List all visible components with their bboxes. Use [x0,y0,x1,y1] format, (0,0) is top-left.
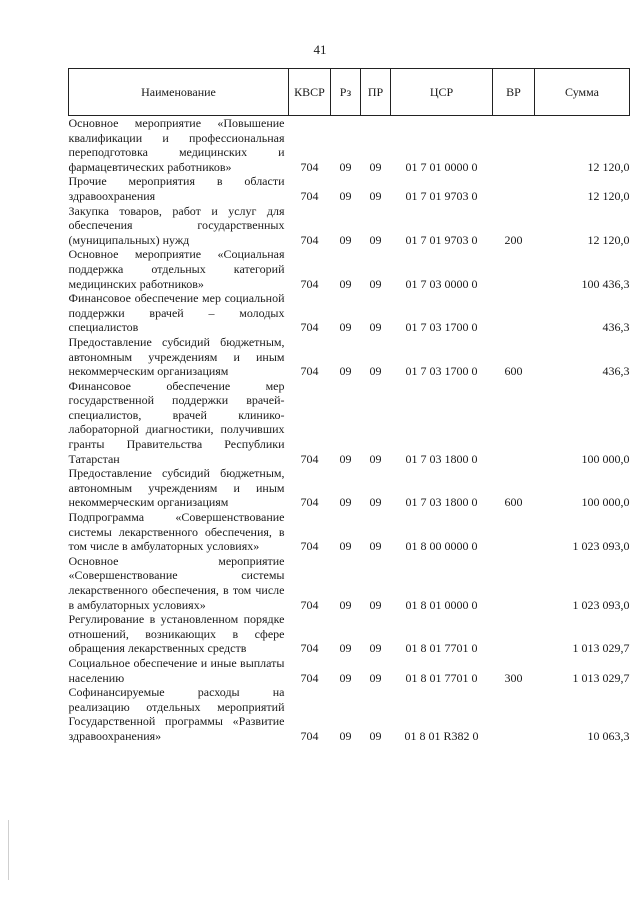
row-sum-cell: 436,3 [602,320,630,335]
table-body [69,116,630,744]
row-rz-cell: 09 [339,232,352,247]
table-row [69,335,630,379]
row-kvsr-cell: 704 [300,276,319,291]
row-kvsr-cell: 704 [300,232,319,247]
row-kvsr-cell: 704 [300,641,319,656]
row-vr-cell [493,554,535,612]
row-sum-cell: 1 013 029,7 [572,641,630,656]
table-row [69,554,630,612]
row-pr-cell: 09 [369,451,382,466]
scan-margin-mark [8,820,9,880]
row-pr-cell: 09 [369,232,382,247]
row-csr-cell: 01 8 01 R382 0 [404,728,479,743]
row-pr-cell: 09 [369,364,382,379]
row-rz-cell: 09 [339,670,352,685]
table-row [69,510,630,554]
row-vr-cell [493,247,535,291]
row-vr-cell [493,291,535,335]
table-row [69,379,630,467]
row-sum-cell: 100 000,0 [581,451,630,466]
row-rz-cell: 09 [339,276,352,291]
row-csr-cell: 01 8 00 0000 0 [405,539,478,554]
row-name-cell: Прочие мероприятия в области здравоохранения [68,174,285,203]
row-kvsr-cell: 704 [300,451,319,466]
row-name-cell: Финансовое обеспечение мер социальной поддержки врачей – молодых специалистов [68,291,285,335]
row-rz-cell: 09 [339,320,352,335]
header-rz: Рз [331,69,361,116]
row-vr-cell [493,174,535,203]
row-kvsr-cell: 704 [300,364,319,379]
row-csr-cell: 01 8 01 7701 0 [405,670,478,685]
row-vr-cell [493,510,535,554]
row-name-cell: Социальное обеспечение и иные выплаты населению [68,655,285,685]
row-kvsr-cell: 704 [300,539,319,554]
row-pr-cell: 09 [369,597,382,612]
row-vr-cell: 600 [504,364,523,379]
row-csr-cell: 01 7 01 0000 0 [405,159,478,174]
row-csr-cell: 01 7 01 9703 0 [405,188,478,203]
table-row [69,656,630,685]
row-rz-cell: 09 [339,159,352,174]
table-header [69,69,630,116]
row-csr-cell: 01 7 03 1800 0 [405,495,478,510]
table-row [69,204,630,248]
row-sum-cell: 436,3 [602,364,630,379]
table-row [69,291,630,335]
row-name-cell: Софинансируемые расходы на реализацию отдельных мероприятий Государственной программы «Развитие здравоохранения» [68,685,285,743]
row-kvsr-cell: 704 [300,320,319,335]
row-kvsr-cell: 704 [300,670,319,685]
header-sum: Сумма [535,69,630,116]
row-rz-cell: 09 [339,597,352,612]
budget-table [68,68,630,744]
row-sum-cell: 10 063,3 [587,728,630,743]
row-kvsr-cell: 704 [300,597,319,612]
row-name-cell: Подпрограмма «Совершенствование системы лекарственного обеспечения, в том числе в амбулаторных условиях» [68,510,285,554]
row-vr-cell [493,612,535,656]
row-rz-cell: 09 [339,188,352,203]
row-pr-cell: 09 [369,539,382,554]
row-name-cell: Основное мероприятие «Повышение квалификации и профессиональная переподготовка медицинских и фармацевтических работников» [68,116,285,174]
table-row [69,685,630,743]
row-name-cell: Основное мероприятие «Социальная поддержка отдельных категорий медицинских работников» [68,247,285,291]
row-csr-cell: 01 7 03 0000 0 [405,276,478,291]
row-kvsr-cell: 704 [300,495,319,510]
table-row [69,466,630,510]
row-rz-cell: 09 [339,728,352,743]
row-vr-cell: 600 [504,495,523,510]
row-sum-cell: 12 120,0 [587,159,630,174]
row-pr-cell: 09 [369,188,382,203]
row-rz-cell: 09 [339,451,352,466]
row-name-cell: Основное мероприятие «Совершенствование системы лекарственного обеспечения, в том числе в амбулаторных условиях» [68,553,285,612]
row-pr-cell: 09 [369,728,382,743]
row-pr-cell: 09 [369,670,382,685]
row-pr-cell: 09 [369,495,382,510]
row-vr-cell: 200 [504,232,523,247]
row-sum-cell: 1 023 093,0 [572,539,630,554]
row-sum-cell: 1 023 093,0 [572,597,630,612]
row-csr-cell: 01 7 03 1800 0 [405,451,478,466]
row-csr-cell: 01 7 03 1700 0 [405,320,478,335]
row-kvsr-cell: 704 [300,159,319,174]
header-name: Наименование [69,69,289,116]
row-pr-cell: 09 [369,159,382,174]
row-sum-cell: 100 000,0 [581,495,630,510]
row-vr-cell [493,116,535,175]
row-sum-cell: 12 120,0 [587,188,630,203]
row-rz-cell: 09 [339,495,352,510]
row-rz-cell: 09 [339,539,352,554]
row-pr-cell: 09 [369,276,382,291]
row-name-cell: Регулирование в установленном порядке отношений, возникающих в сфере обращения лекарственных средств [68,612,285,656]
row-kvsr-cell: 704 [300,188,319,203]
header-kvsr: КВСР [289,69,331,116]
row-name-cell: Предоставление субсидий бюджетным, автономным учреждениям и иным некоммерческим организациям [68,466,285,510]
row-rz-cell: 09 [339,641,352,656]
row-pr-cell: 09 [369,320,382,335]
row-sum-cell: 100 436,3 [581,276,630,291]
row-rz-cell: 09 [339,364,352,379]
row-vr-cell [493,379,535,467]
row-pr-cell: 09 [369,641,382,656]
row-csr-cell: 01 8 01 0000 0 [405,597,478,612]
header-csr: ЦСР [391,69,493,116]
table-row [69,612,630,656]
row-csr-cell: 01 7 03 1700 0 [405,364,478,379]
header-vr: ВР [493,69,535,116]
table-row [69,116,630,175]
row-sum-cell: 12 120,0 [587,232,630,247]
table-row [69,174,630,203]
row-vr-cell [493,685,535,743]
row-csr-cell: 01 8 01 7701 0 [405,641,478,656]
row-sum-cell: 1 013 029,7 [572,670,630,685]
page-number: 41 [313,42,327,57]
row-vr-cell: 300 [504,670,523,685]
table-row [69,247,630,291]
header-pr: ПР [361,69,391,116]
row-name-cell: Предоставление субсидий бюджетным, автономным учреждениям и иным некоммерческим организациям [68,334,285,379]
row-name-cell: Закупка товаров, работ и услуг для обеспечения государственных (муниципальных) нужд [68,203,285,247]
row-name-cell: Финансовое обеспечение мер государственной поддержки врачей-специалистов, врачей клинико-лабораторной диагностики, получивших гранты Правительства Республики Татарстан [68,378,285,466]
row-kvsr-cell: 704 [300,728,319,743]
row-csr-cell: 01 7 01 9703 0 [405,232,478,247]
